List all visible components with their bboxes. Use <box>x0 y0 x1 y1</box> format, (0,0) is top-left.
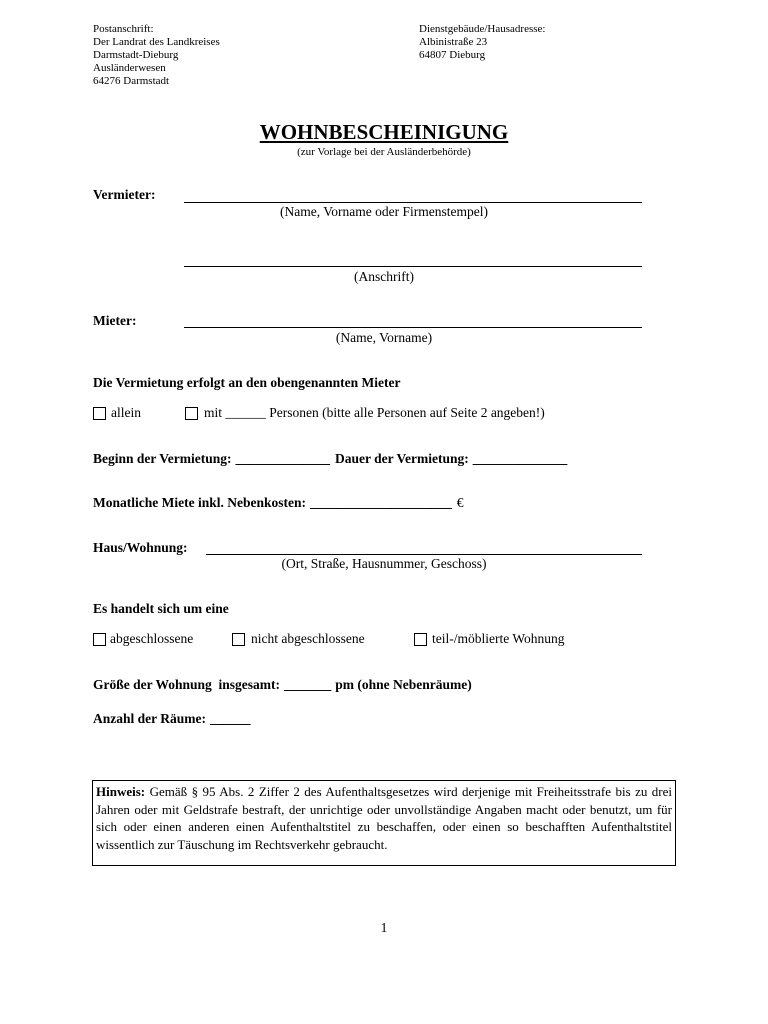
rent-row <box>93 495 463 511</box>
rental-period-row <box>93 451 567 467</box>
size-field[interactable]: _______ <box>284 677 332 692</box>
size-label: Größe der Wohnung insgesamt: <box>93 677 281 692</box>
type-label: Es handelt sich um eine <box>93 601 229 616</box>
alone-label: allein <box>111 405 141 420</box>
tenant-label: Mieter: <box>93 313 137 328</box>
with-persons-option <box>185 405 545 421</box>
rooms-field[interactable]: ______ <box>210 711 251 726</box>
page-number: 1 <box>380 920 388 935</box>
dwelling-caption: (Ort, Straße, Hausnummer, Geschoss) <box>281 556 487 571</box>
notice-text: Gemäß § 95 Abs. 2 Ziffer 2 des Aufenthaltsgesetzes wird derjenige mit Freiheitsstrafe bis zu drei Jahren oder mit Geldstrafe bestraft, der unrichtige oder unvollständige Angaben macht oder benutzt, um für sich oder einen anderen einen Aufenthaltstitel zu beschaffen, oder einen so beschafften Aufenthaltstitel wissentlich zur Täuschung im Rechtsverkehr gebraucht. <box>96 784 672 852</box>
notice-label: Hinweis: <box>96 784 146 799</box>
postal-address-line: 64276 Darmstadt <box>93 75 170 87</box>
type-option <box>414 631 565 647</box>
duration-field[interactable]: ______________ <box>472 451 568 466</box>
type-option <box>232 631 365 647</box>
size-row <box>93 677 472 693</box>
size-unit: pm (ohne Nebenräume) <box>335 677 472 692</box>
postal-address-line: Der Landrat des Landkreises <box>93 36 220 48</box>
office-address <box>419 23 545 62</box>
furnished-label: teil-/möblierte Wohnung <box>432 631 565 646</box>
postal-address-heading: Postanschrift: <box>93 23 154 35</box>
occupancy-options <box>93 405 141 421</box>
rental-statement: Die Vermietung erfolgt an den obengenannten Mieter <box>93 375 401 390</box>
not-self-contained-checkbox[interactable] <box>232 633 245 646</box>
rooms-row <box>93 711 251 727</box>
legal-notice-box <box>92 780 676 866</box>
type-option <box>93 631 193 647</box>
postal-address-line: Darmstadt-Dieburg <box>93 49 179 61</box>
landlord-address-caption: (Anschrift) <box>354 269 414 284</box>
euro-symbol: € <box>456 495 464 510</box>
landlord-label: Vermieter: <box>93 187 156 202</box>
self-contained-checkbox[interactable] <box>93 633 106 646</box>
duration-label: Dauer der Vermietung: <box>335 451 469 466</box>
alone-checkbox[interactable] <box>93 407 106 420</box>
office-address-line: 64807 Dieburg <box>419 49 486 61</box>
postal-address-line: Ausländerwesen <box>93 62 166 74</box>
not-self-contained-label: nicht abgeschlossene <box>251 631 365 646</box>
self-contained-label: abgeschlossene <box>110 631 194 646</box>
document-subtitle: (zur Vorlage bei der Ausländerbehörde) <box>297 146 471 158</box>
document-title: WOHNBESCHEINIGUNG <box>259 120 509 144</box>
dwelling-label: Haus/Wohnung: <box>93 540 188 555</box>
office-address-heading: Dienstgebäude/Hausadresse: <box>419 23 546 35</box>
landlord-name-caption: (Name, Vorname oder Firmenstempel) <box>280 204 488 219</box>
dwelling-field[interactable] <box>206 554 642 555</box>
tenant-caption: (Name, Vorname) <box>335 330 433 345</box>
rooms-label: Anzahl der Räume: <box>93 711 206 726</box>
office-address-line: Albinistraße 23 <box>419 36 488 48</box>
furnished-checkbox[interactable] <box>414 633 427 646</box>
with-persons-checkbox[interactable] <box>185 407 198 420</box>
landlord-name-field[interactable] <box>184 202 642 203</box>
start-field[interactable]: ______________ <box>235 451 331 466</box>
rent-field[interactable]: _____________________ <box>309 495 452 510</box>
landlord-address-field[interactable] <box>184 266 642 267</box>
rent-label: Monatliche Miete inkl. Nebenkosten: <box>93 495 306 510</box>
postal-address <box>93 23 220 88</box>
with-persons-label: mit ______ Personen (bitte alle Personen auf Seite 2 angeben!) <box>204 405 545 420</box>
start-label: Beginn der Vermietung: <box>93 451 232 466</box>
tenant-name-field[interactable] <box>184 327 642 328</box>
